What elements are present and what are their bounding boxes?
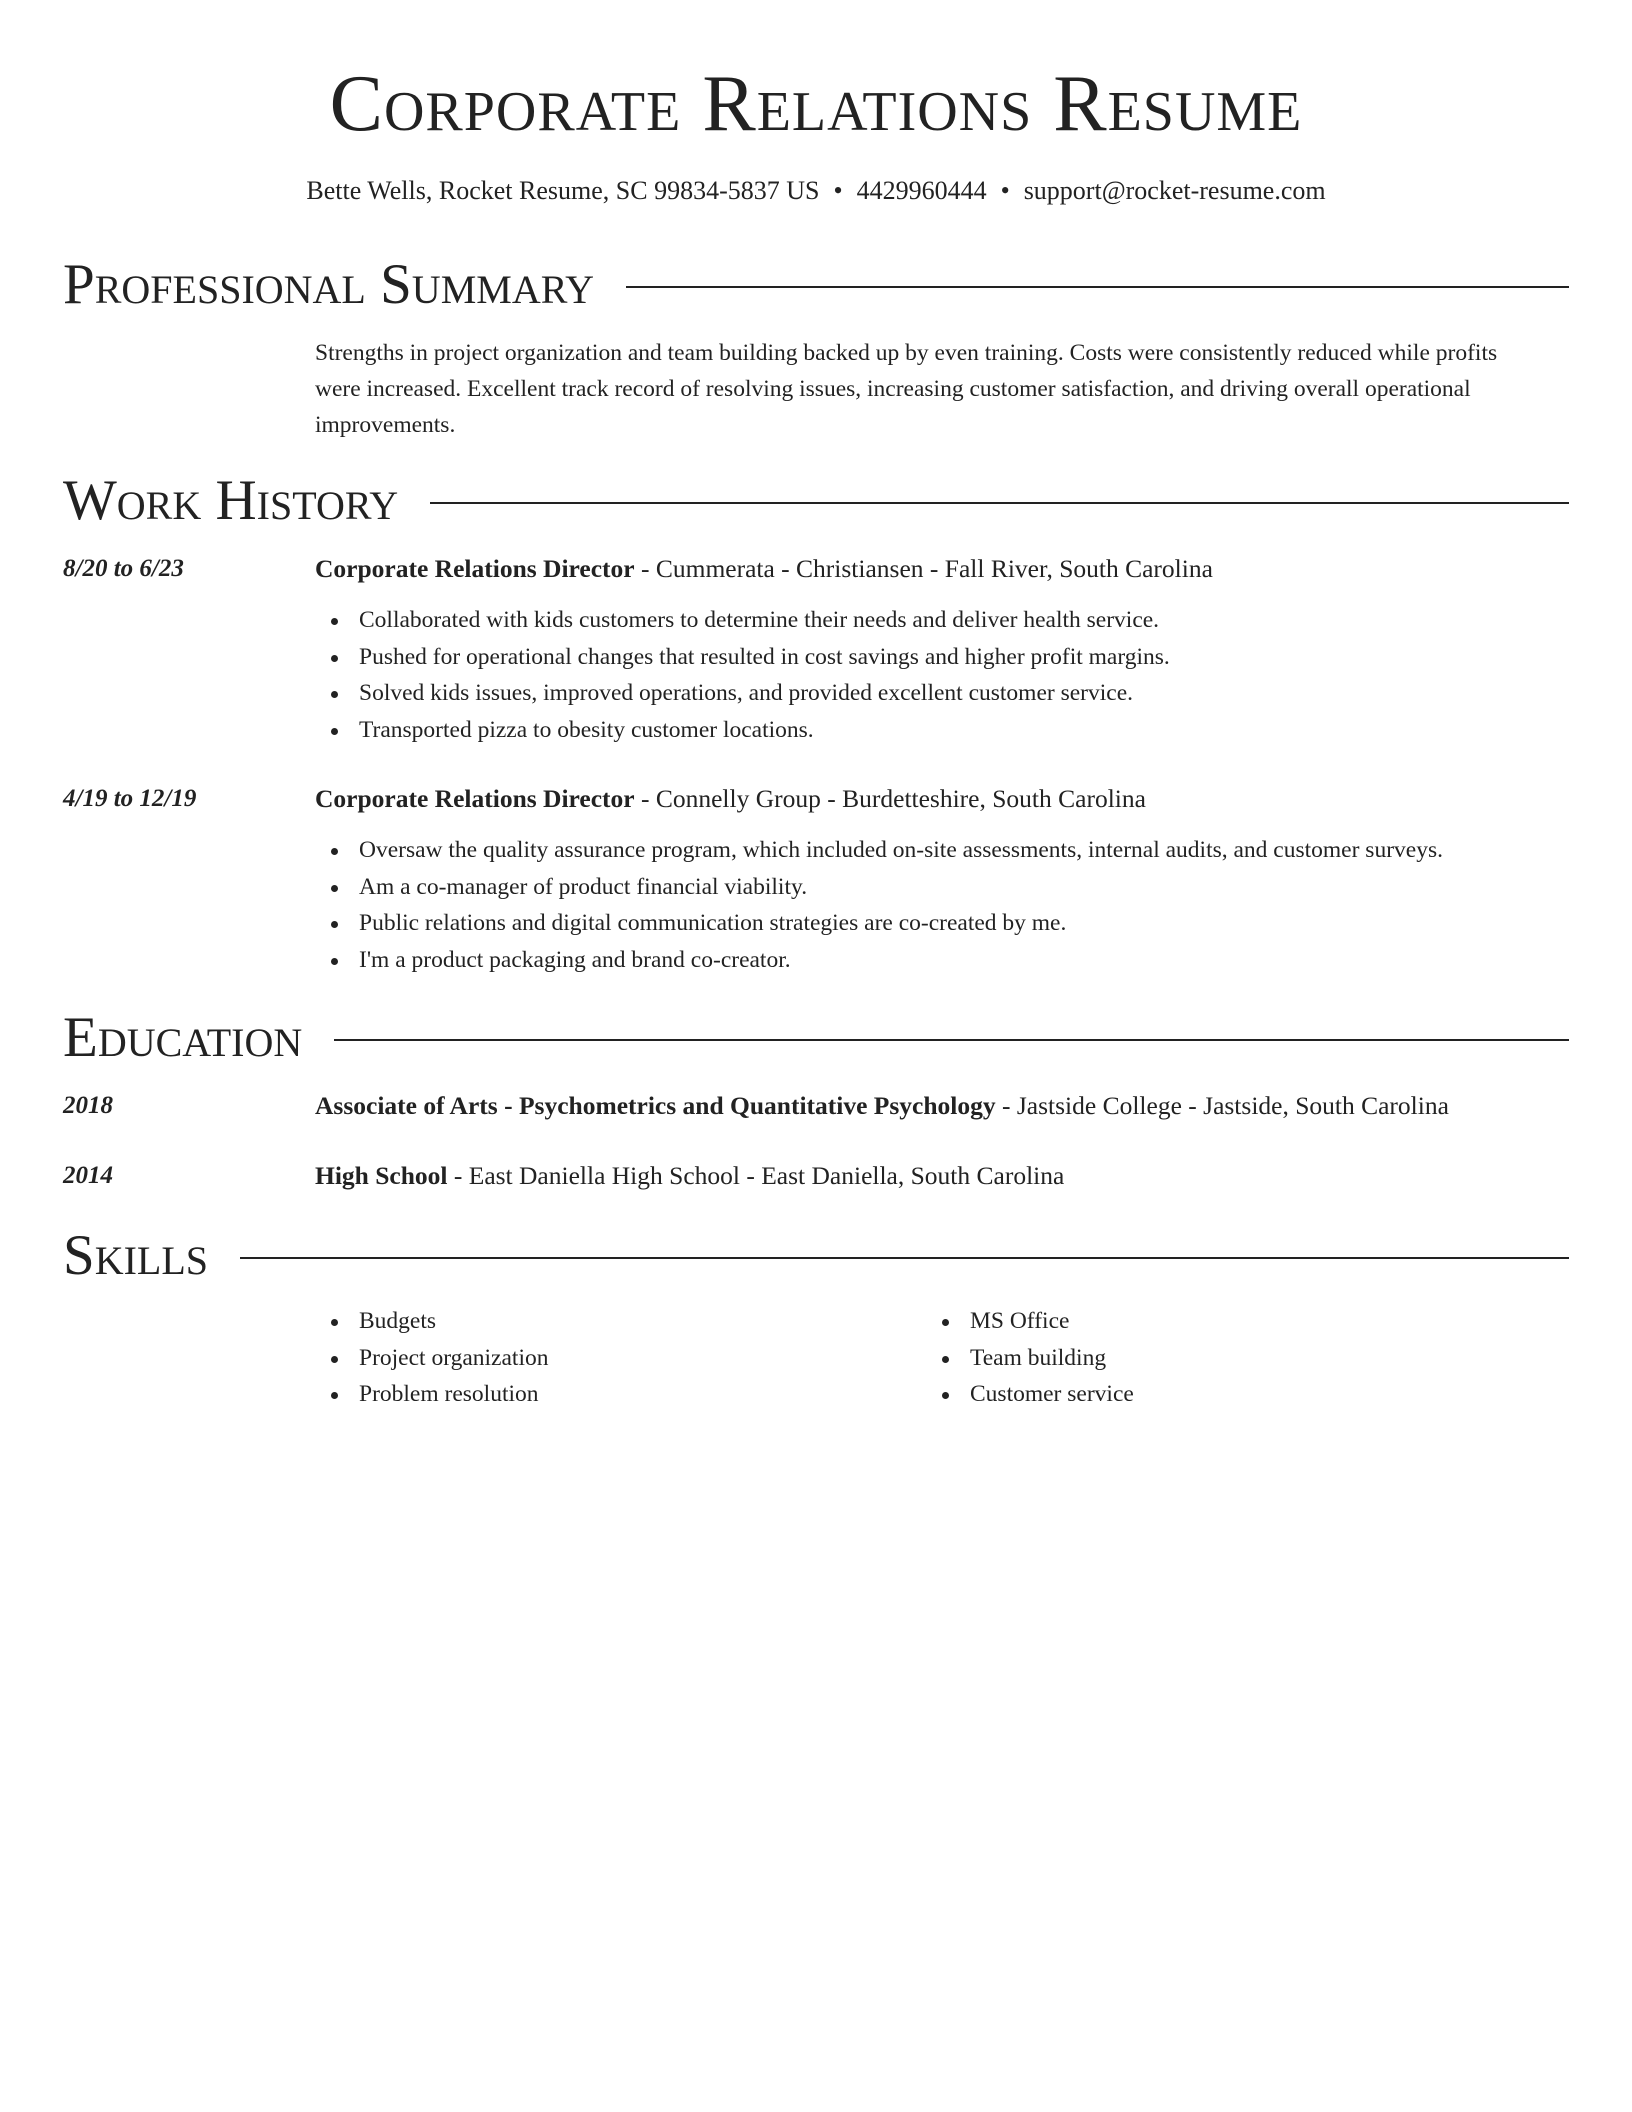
list-item: Am a co-manager of product financial viability. (359, 869, 1443, 906)
contact-separator: • (833, 176, 843, 205)
education-heading (315, 1089, 1449, 1123)
section-heading-education: Education (63, 1006, 303, 1069)
education-section-header (63, 1003, 1569, 1073)
education-year: 2018 (63, 1092, 113, 1119)
job-dates: 8/20 to 6/23 (63, 555, 184, 582)
education-school-location: - East Daniella High School - East Daniella, South Carolina (447, 1161, 1065, 1190)
skill-item: MS Office (970, 1303, 1134, 1340)
summary-text: Strengths in project organization and team building backed up by even training. Costs were consistently reduced while profits were increased. Excellent track record of resolving issues, increasing customer satisfaction, and driving overall operational improvements. (315, 340, 1498, 438)
skill-item: Team building (970, 1340, 1134, 1377)
section-heading-work: Work History (63, 469, 399, 532)
resume-title: Corporate Relations Resume (329, 60, 1303, 148)
job-bullet-list (315, 602, 1170, 748)
job-heading (315, 782, 1146, 816)
list-item: Collaborated with kids customers to determine their needs and deliver health service. (359, 602, 1170, 639)
list-item: Solved kids issues, improved operations, and provided excellent customer service. (359, 675, 1170, 712)
skills-list-right (926, 1303, 1134, 1413)
section-heading-summary: Professional Summary (63, 253, 595, 316)
skill-item: Customer service (970, 1376, 1134, 1413)
list-item: Public relations and digital communication strategies are co-created by me. (359, 905, 1443, 942)
contact-phone: 4429960444 (856, 176, 987, 205)
education-degree: Associate of Arts - Psychometrics and Quantitative Psychology (315, 1091, 996, 1120)
job-employer-location: - Cummerata - Christiansen - Fall River, South Carolina (634, 554, 1213, 583)
skill-item: Project organization (359, 1340, 548, 1377)
education-school-location: - Jastside College - Jastside, South Carolina (995, 1091, 1449, 1120)
job-title: Corporate Relations Director (315, 554, 635, 583)
education-year: 2014 (63, 1162, 113, 1189)
skills-section-header (63, 1221, 1569, 1291)
section-heading-skills: Skills (63, 1224, 209, 1287)
section-divider (430, 502, 1569, 504)
list-item: Pushed for operational changes that resulted in cost savings and higher profit margins. (359, 639, 1170, 676)
list-item: Oversaw the quality assurance program, which included on-site assessments, internal audits, and customer surveys. (359, 832, 1443, 869)
section-divider (334, 1039, 1569, 1041)
summary-section-header (63, 250, 1569, 320)
section-divider (240, 1257, 1569, 1259)
skill-item: Problem resolution (359, 1376, 548, 1413)
work-section-header (63, 466, 1569, 536)
section-divider (626, 286, 1569, 288)
job-employer-location: - Connelly Group - Burdetteshire, South Carolina (634, 784, 1146, 813)
list-item: I'm a product packaging and brand co-creator. (359, 942, 1443, 979)
education-heading (315, 1159, 1064, 1193)
job-heading (315, 552, 1213, 586)
job-dates: 4/19 to 12/19 (63, 785, 197, 812)
job-bullet-list (315, 832, 1443, 978)
job-title: Corporate Relations Director (315, 784, 635, 813)
skills-list-left (315, 1303, 548, 1413)
skill-item: Budgets (359, 1303, 548, 1340)
contact-email: support@rocket-resume.com (1023, 176, 1326, 205)
contact-address: Bette Wells, Rocket Resume, SC 99834-5837 US (306, 176, 820, 205)
contact-line (0, 174, 1632, 208)
contact-separator: • (1000, 176, 1010, 205)
education-degree: High School (315, 1161, 448, 1190)
list-item: Transported pizza to obesity customer locations. (359, 712, 1170, 749)
